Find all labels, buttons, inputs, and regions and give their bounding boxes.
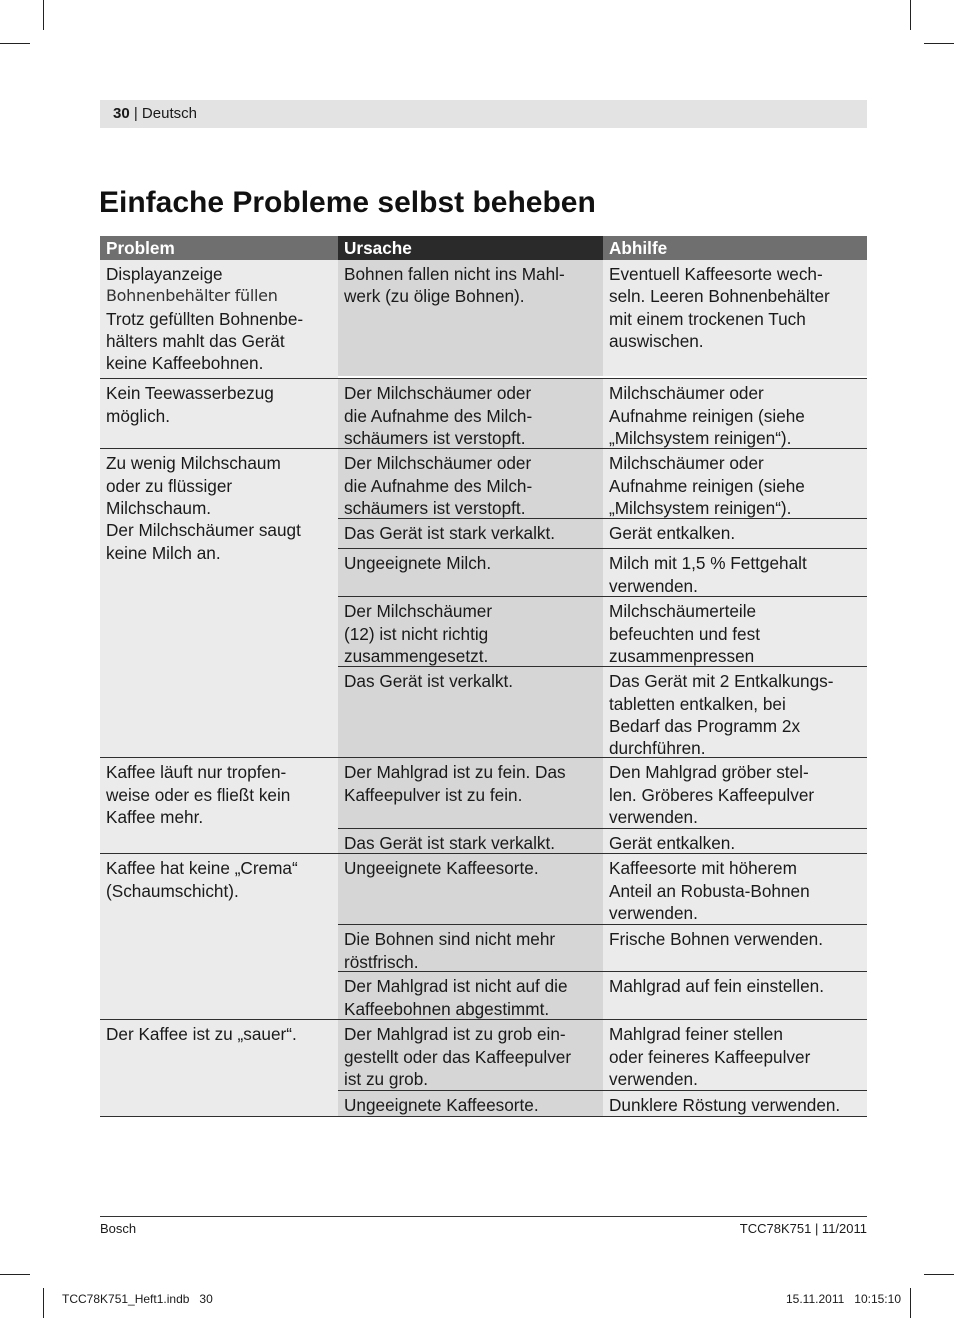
display-message-text: Bohnenbehälter füllen <box>106 286 278 306</box>
abhilfe-cell <box>603 972 867 1019</box>
cause-remedy-rows <box>338 1020 867 1116</box>
ursache-text: Bohnen fallen nicht ins Mahl- <box>344 264 565 284</box>
table-row <box>338 971 867 1019</box>
table-row-group <box>100 854 867 1020</box>
abhilfe-text: verwenden. <box>609 575 698 596</box>
cause-remedy-rows <box>338 758 867 853</box>
header-language: Deutsch <box>141 105 197 122</box>
ursache-cell <box>338 549 603 596</box>
abhilfe-text: „Milchsystem reinigen“). <box>609 498 792 519</box>
abhilfe-text: Gerät entkalken. <box>609 833 736 854</box>
page-header <box>100 100 867 128</box>
abhilfe-text: Milchschäumer oder <box>609 453 764 474</box>
abhilfe-text: verwenden. <box>609 1069 698 1090</box>
ursache-text: Der Mahlgrad ist nicht auf die <box>344 976 568 997</box>
ursache-text: Das Gerät ist stark verkalkt. <box>344 833 556 854</box>
abhilfe-text: Milch mit 1,5 % Fettgehalt <box>609 553 807 574</box>
abhilfe-text: Mahlgrad auf fein einstellen. <box>609 976 824 997</box>
ursache-text: Kaffeebohnen abgestimmt. <box>344 998 550 1019</box>
abhilfe-text: Mahlgrad feiner stellen <box>609 1024 783 1045</box>
problem-text: keine Kaffeebohnen. <box>106 353 264 374</box>
ursache-text: schäumers ist verstopft. <box>344 498 526 519</box>
problem-cell <box>100 449 338 757</box>
abhilfe-text: Eventuell Kaffeesorte wech- <box>609 264 823 284</box>
crop-mark <box>910 0 911 30</box>
abhilfe-text: zusammenpressen <box>609 646 755 667</box>
crop-mark <box>924 43 954 44</box>
abhilfe-cell <box>603 829 867 853</box>
ursache-text: Ungeeignete Milch. <box>344 553 492 574</box>
table-row-group <box>100 449 867 758</box>
abhilfe-text: tabletten entkalken, bei <box>609 693 786 714</box>
problem-text: Kaffee hat keine „Crema“ <box>106 858 298 879</box>
print-slug-timestamp: 15.11.2011 10:15:10 <box>786 1292 901 1306</box>
table-row <box>338 1020 867 1090</box>
abhilfe-cell <box>603 758 867 828</box>
cause-remedy-rows <box>338 449 867 757</box>
ursache-text: Der Mahlgrad ist zu grob ein- <box>344 1024 566 1045</box>
table-row <box>338 828 867 853</box>
page-number: 30 <box>113 105 130 122</box>
table-body <box>100 260 867 1117</box>
problem-text: Zu wenig Milchschaum <box>106 453 281 474</box>
table-row <box>338 854 867 924</box>
cause-remedy-rows <box>338 379 867 448</box>
ursache-cell <box>338 1020 603 1090</box>
table-row-group <box>100 1020 867 1117</box>
footer-rule <box>100 1216 867 1217</box>
ursache-text: ist zu grob. <box>344 1069 429 1090</box>
problem-text: Kaffee läuft nur tropfen- <box>106 762 287 783</box>
abhilfe-text: Frische Bohnen verwenden. <box>609 929 824 950</box>
troubleshooting-table <box>100 236 867 1117</box>
abhilfe-text: seln. Leeren Bohnenbehälter <box>609 286 830 307</box>
abhilfe-text: verwenden. <box>609 903 698 924</box>
abhilfe-text: Milchschäumerteile <box>609 601 757 622</box>
header-separator: | <box>129 105 142 122</box>
ursache-cell <box>338 925 603 971</box>
problem-cell <box>100 379 338 448</box>
ursache-cell <box>338 519 603 548</box>
problem-text: Trotz gefüllten Bohnenbe- <box>106 308 304 329</box>
column-header-ursache: Ursache <box>338 236 603 260</box>
ursache-text: die Aufnahme des Milch- <box>344 475 533 496</box>
problem-text: weise oder es fließt kein <box>106 784 291 805</box>
problem-text: Milchschaum. <box>106 498 212 519</box>
table-row <box>338 548 867 596</box>
page-title: Einfache Probleme selbst beheben <box>99 186 596 219</box>
column-header-abhilfe: Abhilfe <box>603 236 867 260</box>
table-row <box>338 758 867 828</box>
ursache-text: schäumers ist verstopft. <box>344 428 526 449</box>
abhilfe-cell <box>603 1091 867 1116</box>
ursache-cell <box>338 854 603 924</box>
footer-model-date: TCC78K751 | 11/2011 <box>739 1221 867 1236</box>
abhilfe-text: mit einem trockenen Tuch <box>609 308 806 329</box>
abhilfe-cell <box>603 1020 867 1090</box>
ursache-cell <box>338 449 603 518</box>
abhilfe-text: Gerät entkalken. <box>609 523 736 544</box>
ursache-cell <box>338 972 603 1019</box>
ursache-cell <box>338 758 603 828</box>
abhilfe-text: „Milchsystem reinigen“). <box>609 428 792 449</box>
problem-cell <box>100 260 338 378</box>
ursache-text: Das Gerät ist verkalkt. <box>344 671 514 692</box>
print-slug-file: TCC78K751_Heft1.indb 30 <box>62 1292 213 1306</box>
problem-text: Kaffee mehr. <box>106 807 204 828</box>
abhilfe-text: Aufnahme reinigen (siehe <box>609 475 805 496</box>
ursache-text: Der Mahlgrad ist zu fein. Das <box>344 762 566 783</box>
table-row <box>338 596 867 666</box>
table-row <box>338 1090 867 1116</box>
abhilfe-text: Aufnahme reinigen (siehe <box>609 405 805 426</box>
problem-text: hälters mahlt das Gerät <box>106 330 285 351</box>
abhilfe-cell <box>603 379 867 448</box>
abhilfe-cell <box>603 549 867 596</box>
problem-cell <box>100 758 338 853</box>
ursache-text: Die Bohnen sind nicht mehr <box>344 929 556 950</box>
problem-cell <box>100 854 338 1019</box>
crop-mark <box>910 1288 911 1318</box>
abhilfe-text: Das Gerät mit 2 Entkalkungs- <box>609 671 834 692</box>
ursache-cell <box>338 1091 603 1116</box>
ursache-text: Das Gerät ist stark verkalkt. <box>344 523 556 544</box>
table-row <box>338 449 867 518</box>
ursache-cell <box>338 379 603 448</box>
crop-mark <box>0 43 30 44</box>
problem-text: Der Kaffee ist zu „sauer“. <box>106 1024 297 1045</box>
table-row <box>338 518 867 548</box>
ursache-text: röstfrisch. <box>344 951 419 972</box>
column-header-problem: Problem <box>100 236 338 260</box>
problem-text: (Schaumschicht). <box>106 880 239 901</box>
ursache-cell <box>338 667 603 757</box>
problem-cell <box>100 1020 338 1116</box>
abhilfe-text: auswischen. <box>609 330 704 351</box>
crop-mark <box>43 0 44 30</box>
abhilfe-cell <box>603 597 867 666</box>
abhilfe-text: Den Mahlgrad gröber stel- <box>609 762 809 783</box>
abhilfe-text: verwenden. <box>609 807 698 828</box>
abhilfe-text: Dunklere Röstung verwenden. <box>609 1095 841 1116</box>
problem-text: oder zu flüssiger <box>106 475 233 496</box>
problem-text: Der Milchschäumer saugt <box>106 520 301 541</box>
ursache-cell <box>338 260 603 376</box>
abhilfe-text: len. Gröberes Kaffeepulver <box>609 784 815 805</box>
abhilfe-text: befeuchten und fest <box>609 623 760 644</box>
problem-text: Kein Teewasserbezug <box>106 383 274 404</box>
table-row <box>338 666 867 757</box>
table-row-group <box>100 260 867 379</box>
table-row-group <box>100 379 867 449</box>
abhilfe-text: Anteil an Robusta-Bohnen <box>609 880 810 901</box>
abhilfe-cell <box>603 449 867 518</box>
problem-text: möglich. <box>106 405 170 426</box>
abhilfe-text: oder feineres Kaffeepulver <box>609 1046 811 1067</box>
ursache-text: werk (zu ölige Bohnen). <box>344 286 525 307</box>
abhilfe-cell <box>603 667 867 757</box>
ursache-text: (12) ist nicht richtig <box>344 623 489 644</box>
ursache-text: Ungeeignete Kaffeesorte. <box>344 1095 539 1116</box>
ursache-text: Der Milchschäumer <box>344 601 493 622</box>
problem-text: keine Milch an. <box>106 542 221 563</box>
abhilfe-cell <box>603 854 867 924</box>
ursache-text: gestellt oder das Kaffeepulver <box>344 1046 572 1067</box>
footer-brand: Bosch <box>100 1221 137 1236</box>
abhilfe-cell <box>603 519 867 548</box>
ursache-text: Der Milchschäumer oder <box>344 453 532 474</box>
ursache-text: Der Milchschäumer oder <box>344 383 532 404</box>
table-row <box>338 379 867 448</box>
ursache-text: zusammengesetzt. <box>344 646 489 667</box>
ursache-text: Kaffeepulver ist zu fein. <box>344 784 523 805</box>
table-header <box>100 236 867 260</box>
crop-mark <box>0 1274 30 1275</box>
table-row <box>338 260 867 376</box>
abhilfe-text: Milchschäumer oder <box>609 383 764 404</box>
abhilfe-cell <box>603 925 867 971</box>
ursache-cell <box>338 597 603 666</box>
ursache-text: die Aufnahme des Milch- <box>344 405 533 426</box>
table-row-group <box>100 758 867 854</box>
ursache-text: Ungeeignete Kaffeesorte. <box>344 858 539 879</box>
abhilfe-text: Kaffeesorte mit höherem <box>609 858 797 879</box>
table-row <box>338 924 867 971</box>
cause-remedy-rows <box>338 260 867 378</box>
abhilfe-text: durchführen. <box>609 738 706 759</box>
abhilfe-text: Bedarf das Programm 2x <box>609 716 801 737</box>
cause-remedy-rows <box>338 854 867 1019</box>
ursache-cell <box>338 829 603 853</box>
abhilfe-cell <box>603 260 867 376</box>
crop-mark <box>43 1288 44 1318</box>
problem-text: Displayanzeige <box>106 264 223 284</box>
crop-mark <box>924 1274 954 1275</box>
